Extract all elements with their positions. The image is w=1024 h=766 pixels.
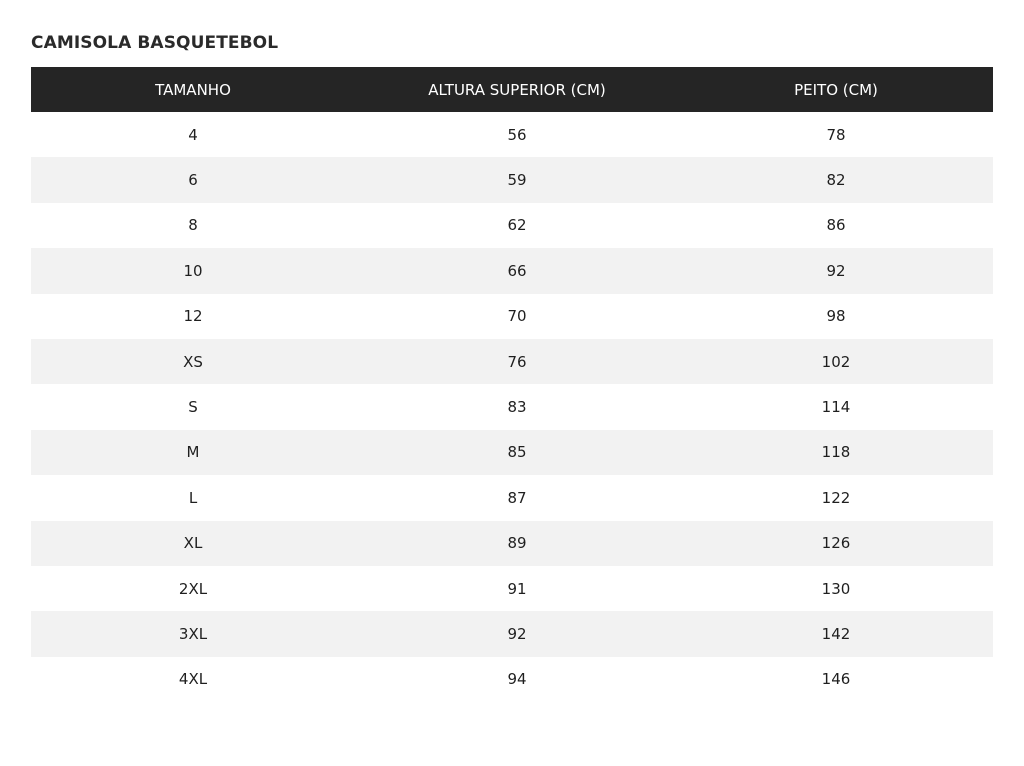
table-row [31,521,993,566]
cell-size: M [31,430,355,475]
cell-size: 12 [183,307,203,326]
cell-chest: 92 [679,248,993,293]
page-title: CAMISOLA BASQUETEBOL [31,33,279,53]
cell-size: 2XL [178,579,208,598]
cell-upper-height: 59 [355,157,679,202]
cell-size: 4 [188,125,198,144]
cell-chest: 86 [826,216,846,235]
cell-upper-height: 87 [507,488,527,507]
cell-upper-height: 91 [507,579,527,598]
table-row [31,294,993,339]
cell-chest: 114 [821,398,851,417]
header-size: TAMANHO [31,67,355,112]
cell-upper-height: 89 [355,521,679,566]
cell-chest: 118 [679,430,993,475]
cell-chest: 122 [821,488,851,507]
cell-size: 3XL [31,611,355,656]
cell-upper-height: 70 [507,307,527,326]
cell-chest: 146 [821,670,851,689]
cell-chest: 98 [826,307,846,326]
cell-chest: 142 [679,611,993,656]
cell-upper-height: 56 [507,125,527,144]
cell-upper-height: 83 [507,398,527,417]
header-upper-height: ALTURA SUPERIOR (CM) [355,67,679,112]
table-row [31,112,993,157]
cell-size: 8 [188,216,198,235]
size-chart-table [31,67,993,702]
cell-size: XL [31,521,355,566]
cell-chest: 78 [826,125,846,144]
cell-chest: 102 [679,339,993,384]
table-row [31,657,993,702]
cell-chest: 82 [679,157,993,202]
cell-size: S [188,398,198,417]
cell-size: XS [31,339,355,384]
cell-upper-height: 94 [507,670,527,689]
table-header-row [31,67,993,112]
cell-upper-height: 66 [355,248,679,293]
header-chest: PEITO (CM) [679,67,993,112]
table-row [31,384,993,429]
cell-upper-height: 76 [355,339,679,384]
cell-upper-height: 85 [355,430,679,475]
cell-upper-height: 92 [355,611,679,656]
cell-chest: 126 [679,521,993,566]
cell-size: 10 [31,248,355,293]
cell-chest: 130 [821,579,851,598]
table-row [31,566,993,611]
cell-size: 4XL [178,670,208,689]
cell-upper-height: 62 [507,216,527,235]
cell-size: L [188,488,198,507]
cell-size: 6 [31,157,355,202]
table-row [31,430,993,475]
table-row [31,248,993,293]
table-row [31,611,993,656]
table-row [31,157,993,202]
table-row [31,203,993,248]
table-row [31,339,993,384]
table-row [31,475,993,520]
